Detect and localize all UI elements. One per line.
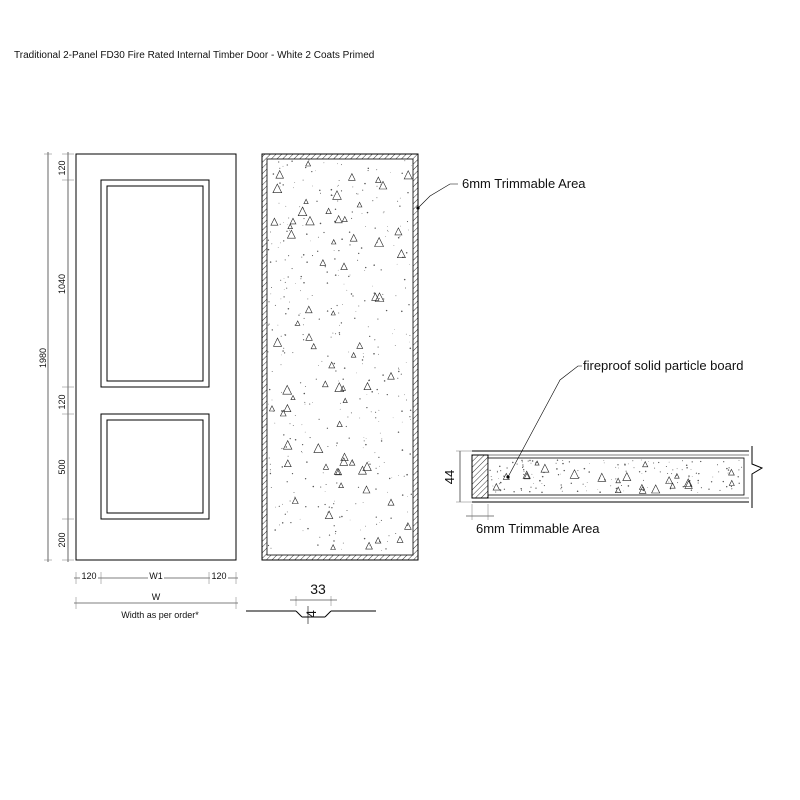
edge-depth-dim: 4 xyxy=(303,610,319,618)
dim-mid-rail: 120 xyxy=(57,394,67,410)
dim-bottom-rail: 200 xyxy=(57,532,67,548)
door-outline xyxy=(76,154,236,560)
plan-thickness: 44 xyxy=(442,469,457,485)
dim-panel-width: W1 xyxy=(149,571,163,581)
dim-right-stile: 120 xyxy=(211,571,227,581)
dim-top-rail: 120 xyxy=(57,160,67,176)
plan-section xyxy=(472,446,769,508)
upper-panel xyxy=(101,180,209,387)
plan-lipping xyxy=(472,455,488,498)
height-dimensions xyxy=(38,152,74,562)
dim-overall-width: W xyxy=(151,592,161,602)
plan-trimmable-label: 6mm Trimmable Area xyxy=(476,521,600,536)
lower-panel xyxy=(101,414,209,519)
plan-core xyxy=(488,458,744,495)
edge-width-dim: 33 xyxy=(310,581,326,597)
width-dimensions xyxy=(74,570,238,620)
dim-overall-height: 1980 xyxy=(38,347,48,369)
dim-lower-panel: 500 xyxy=(57,459,67,475)
edge-detail xyxy=(246,581,376,624)
drawing-title: Traditional 2-Panel FD30 Fire Rated Internal Timber Door - White 2 Coats Primed xyxy=(14,50,375,61)
dim-upper-panel: 1040 xyxy=(57,273,67,295)
plan-core-label: fireproof solid particle board xyxy=(583,358,744,373)
door-core-section xyxy=(262,154,418,560)
plan-trim-dim xyxy=(466,504,600,536)
plan-thickness-dim xyxy=(442,451,472,502)
door-elevation xyxy=(76,154,236,560)
section-trim-callout xyxy=(416,176,586,210)
dim-left-stile: 120 xyxy=(81,571,97,581)
width-note: Width as per order* xyxy=(121,610,199,620)
section-trimmable-label: 6mm Trimmable Area xyxy=(462,176,586,191)
